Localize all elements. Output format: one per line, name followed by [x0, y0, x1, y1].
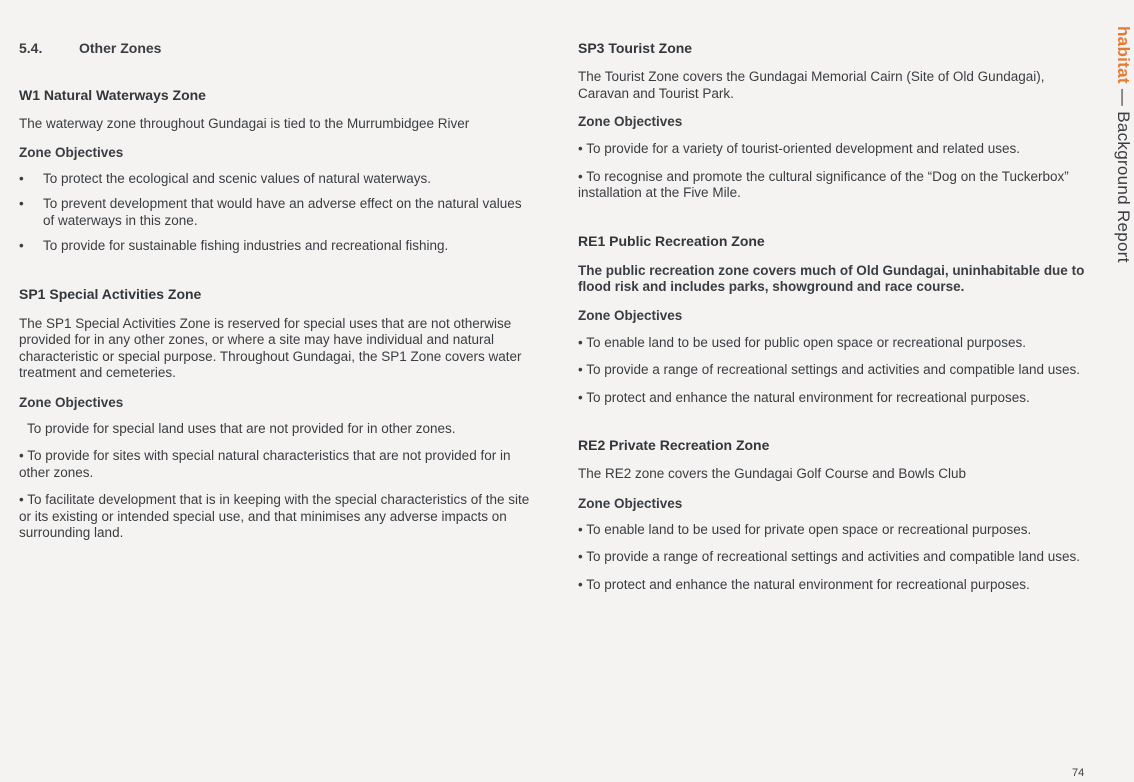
- bullet: •: [19, 238, 24, 253]
- w1-heading: W1 Natural Waterways Zone: [19, 87, 206, 103]
- right-column: [578, 40, 1088, 593]
- w1-objective: • To provide for sustainable fishing industries and recreational fishing.: [19, 238, 449, 253]
- sp1-objectives-label: Zone Objectives: [19, 394, 124, 410]
- re1-objective: • To protect and enhance the natural environment for recreational purposes.: [578, 389, 1030, 405]
- re1-objective: • To enable land to be used for public open space or recreational purposes.: [578, 334, 1027, 350]
- section-title: Other Zones: [79, 40, 162, 56]
- re2-objective: • To protect and enhance the natural environment for recreational purposes.: [578, 576, 1030, 592]
- bullet: •: [19, 170, 24, 186]
- left-column: [19, 40, 531, 542]
- re2-heading: RE2 Private Recreation Zone: [578, 437, 770, 453]
- re1-objective: • To provide a range of recreational settings and activities and compatible land uses.: [578, 362, 1081, 377]
- sp1-intro: The SP1 Special Activities Zone is reserved for special uses that are not otherwise provided for in any other zones, or where a site may have individual and natural characteristic or special purpose. Throughout Gundagai, the SP1 Zone covers water treatment and cemeteries.: [19, 315, 522, 380]
- sp3-objective: • To provide for a variety of tourist-oriented development and related uses.: [578, 141, 1020, 156]
- report-title: Background Report: [1114, 111, 1133, 263]
- report-sidebar-title: [1113, 26, 1133, 263]
- re2-objective: • To provide a range of recreational settings and activities and compatible land uses.: [578, 549, 1081, 564]
- section-heading: [19, 40, 531, 56]
- w1-objective: • To protect the ecological and scenic values of natural waterways.: [19, 170, 431, 186]
- bullet: •: [19, 196, 24, 211]
- sp1-heading: SP1 Special Activities Zone: [19, 285, 202, 302]
- re2-intro: The RE2 zone covers the Gundagai Golf Course and Bowls Club: [578, 466, 966, 481]
- brand-logo-text: habitat: [1114, 26, 1133, 84]
- re1-objectives-label: Zone Objectives: [578, 307, 683, 323]
- w1-objectives-label: Zone Objectives: [19, 144, 124, 160]
- sp3-intro: The Tourist Zone covers the Gundagai Memorial Cairn (Site of Old Gundagai), Caravan and Tourist Park.: [578, 69, 1045, 101]
- re1-heading: RE1 Public Recreation Zone: [578, 232, 765, 249]
- title-separator: —: [1114, 88, 1133, 107]
- sp1-objective: • To provide for sites with special natural characteristics that are not provided for in other zones.: [19, 448, 511, 480]
- re1-intro: The public recreation zone covers much of Old Gundagai, uninhabitable due to flood risk and includes parks, showground and race course.: [578, 262, 1085, 294]
- page-number: 74: [1072, 767, 1085, 779]
- sp3-objectives-label: Zone Objectives: [578, 114, 683, 129]
- re2-objectives-label: Zone Objectives: [578, 495, 683, 511]
- sp3-heading: SP3 Tourist Zone: [578, 40, 693, 56]
- w1-objective: • To prevent development that would have an adverse effect on the natural values of waterways in this zone.: [19, 196, 522, 228]
- sp3-objective: • To recognise and promote the cultural significance of the “Dog on the Tuckerbox” installation at the Five Mile.: [578, 168, 1069, 200]
- re2-objective: • To enable land to be used for private open space or recreational purposes.: [578, 521, 1032, 537]
- w1-intro: The waterway zone throughout Gundagai is tied to the Murrumbidgee River: [19, 116, 470, 131]
- section-number: 5.4.: [19, 40, 43, 56]
- sp1-objective: • To facilitate development that is in keeping with the special characteristics of the site or its existing or intended special use, and that minimises any adverse impacts on surrounding land.: [19, 492, 530, 540]
- sp1-objective: To provide for special land uses that are not provided for in other zones.: [27, 420, 456, 436]
